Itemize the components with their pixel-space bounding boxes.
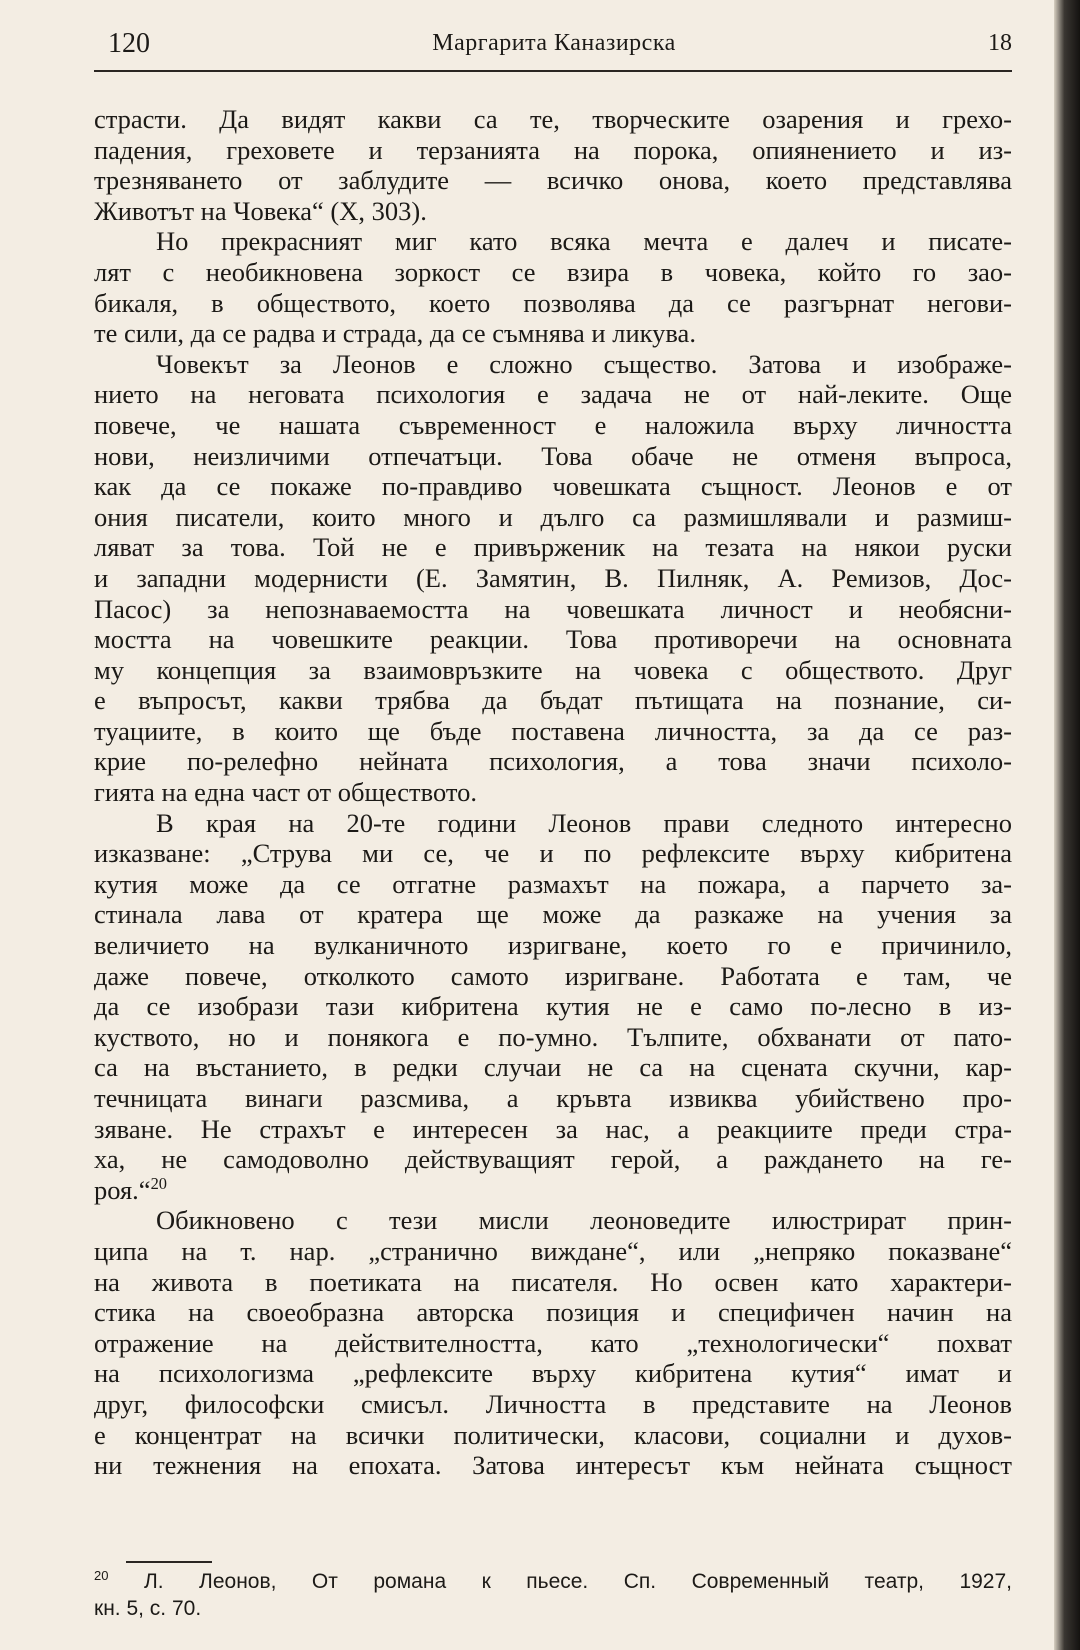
text-line: друг, философски смисъл. Личността в представите на Леонов (94, 1388, 1012, 1419)
footnote-text: Л. Леонов, От романа к пьесе. Сп. Современный театр, 1927, (108, 1570, 1012, 1593)
text-line: В края на 20-те години Леонов прави следното интересно (156, 807, 1012, 838)
text-line: те сили, да се радва и страда, да се съмнява и ликува. (94, 318, 696, 349)
text-line: куството, но и понякога е по-умно. Тълпите, обхванати от пато- (94, 1021, 1012, 1052)
text-line: крие по-релефно нейната психология, а това значи психоло- (94, 746, 1012, 777)
section-number: 18 (988, 30, 1012, 56)
page-number: 120 (108, 28, 150, 59)
text-line: лят с необикновена зоркост се взира в човека, който го зао- (94, 256, 1012, 287)
text-line: как да се покаже по-правдиво човешката същност. Леонов е от (94, 471, 1012, 502)
text-line: трезняването от заблудите — всичко онова, което представлява (94, 165, 1012, 196)
text-line: Но прекрасният миг като всяка мечта е далеч и писате- (156, 226, 1012, 257)
footnote (94, 1568, 1012, 1622)
text-line: страсти. Да видят какви са те, творческите озарения и грехо- (94, 104, 1012, 134)
text-line: отражение на действителността, като „технологически“ похват (94, 1327, 1012, 1358)
text-line: ония писатели, които много и дълго са размишлявали и размиш- (94, 501, 1012, 532)
text-line: е въпросът, какви трябва да бъдат пътищата на познание, си- (94, 685, 1012, 716)
text-line: ляват за това. Той не е привърженик на тезата на някои руски (94, 532, 1012, 563)
paragraph (94, 226, 1012, 348)
text-line: изказване: „Струва ми се, че и по рефлексите върху кибритена (94, 838, 1012, 869)
text-line: даже повече, отколкото самото изригване. Работата е там, че (94, 960, 1012, 991)
footnote-number: 20 (94, 1568, 109, 1583)
paragraph (94, 349, 1012, 808)
text-line: бикаля, в обществото, което позволява да се разгърнат негови- (94, 287, 1012, 318)
text-line: е концентрат на всички политически, класови, социални и духов- (94, 1419, 1012, 1450)
text-line: Човекът за Леонов е сложно същество. Затова и изображе- (156, 348, 1012, 379)
paragraph (94, 104, 1012, 226)
text-line: роя.“$^{20}$ (94, 1173, 167, 1205)
text-line: стика на своеобразна авторска позиция и специфичен начин на (94, 1297, 1012, 1328)
footnote-marker[interactable]: 20 (150, 1173, 167, 1193)
footnote-line (94, 1568, 1012, 1595)
text-line: мостта на човешките реакции. Това противоречи на основната (94, 624, 1012, 655)
text-line: Животът на Човека“ (X, 303). (94, 195, 427, 226)
text-line: зяване. Не страхът е интересен за нас, а реакциите преди стра- (94, 1113, 1012, 1144)
text-line: туациите, в които ще бъде поставена личността, за да се раз- (94, 715, 1012, 746)
text-line: повече, че нашата съвременност е наложила върху личността (94, 409, 1012, 440)
text-line: да се изобрази тази кибритена кутия не е само по-лесно в из- (94, 991, 1012, 1022)
text-line: гията на една част от обществото. (94, 777, 477, 808)
running-head-author: Маргарита Каназирска (432, 30, 676, 56)
text-line: течницата винаги разсмива, а кръвта извиква убийствено про- (94, 1083, 1012, 1113)
running-header (94, 22, 1014, 62)
footnote-line: кн. 5, с. 70. (94, 1597, 202, 1620)
body-text (94, 104, 1012, 1481)
text-line: величието на вулканичното изригване, което го е причинило, (94, 930, 1012, 961)
text-line: на психологизма „рефлексите върху кибритена кутия“ имат и (94, 1358, 1012, 1389)
text-line: кутия може да се отгатне размахът на пожара, а парчето за- (94, 868, 1012, 899)
text-line: и западни модернисти (Е. Замятин, В. Пилняк, А. Ремизов, Дос- (94, 562, 1012, 593)
text-line: му концепция за взаимовръзките на човека с обществото. Друг (94, 654, 1012, 685)
paragraph (94, 808, 1012, 1206)
text-line: Обикновено с тези мисли леоноведите илюстрират прин- (156, 1205, 1012, 1236)
text-line: ципа на т. нар. „странично виждане“, или „непряко показване“ (94, 1235, 1012, 1266)
text-line: Пасос) за непознаваемостта на човешката личност и необясни- (94, 593, 1012, 624)
page-edge-shadow (1054, 0, 1080, 1650)
text-line: нови, неизличими отпечатъци. Това обаче не отменя въпроса, (94, 440, 1012, 471)
text-line: ни тежнения на епохата. Затова интересът към нейната същност (94, 1450, 1012, 1481)
text-line: ха, не самодоволно действуващият герой, а раждането на ге- (94, 1144, 1012, 1175)
text-line: падения, греховете и терзанията на порока, опиянението и из- (94, 134, 1012, 165)
text-line: на живота в поетиката на писателя. Но освен като характери- (94, 1266, 1012, 1297)
footnote-rule (126, 1561, 212, 1563)
header-rule (94, 70, 1012, 72)
text-line: стинала лава от кратера ще може да разкаже на учения за (94, 899, 1012, 930)
text-line: са на въстанието, в редки случаи не са на сцената скучни, кар- (94, 1052, 1012, 1083)
paragraph (94, 1205, 1012, 1480)
text-line: нието на неговата психология е задача не от най-леките. Още (94, 379, 1012, 410)
